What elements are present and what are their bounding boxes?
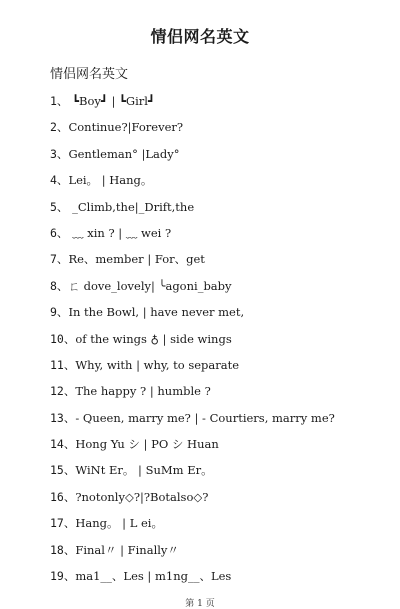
- list-item: [50, 408, 380, 434]
- item-number: 14、: [50, 437, 76, 452]
- item-text: ?notonly◇?|?Botalso◇?: [75, 489, 209, 504]
- page-number: 第 1 页: [185, 599, 215, 609]
- item-number: 5、: [50, 199, 69, 214]
- item-number: 19、: [50, 569, 76, 584]
- list-item: [50, 144, 380, 170]
- item-text: Gentleman° |Lady°: [68, 146, 180, 161]
- list-item: [50, 566, 380, 592]
- item-text: ﹏ xin ? | ﹏ wei ?: [68, 225, 172, 240]
- item-text: Hong Yu シ | PO シ Huan: [75, 437, 219, 452]
- list-item: [50, 487, 380, 513]
- list-item: [50, 197, 380, 223]
- item-number: 2、: [50, 120, 69, 135]
- page-title: 情侣网名英文: [150, 27, 250, 46]
- list-item: [50, 329, 380, 355]
- item-text: Re、member | For、get: [68, 252, 205, 267]
- item-number: 12、: [50, 384, 76, 399]
- item-text: ma1__、Les | m1ng__、Les: [75, 569, 232, 584]
- item-text: ㄈ dove_lovely| ╰agoni_baby: [68, 278, 232, 293]
- list-item: [50, 302, 380, 328]
- item-text: The happy ? | humble ?: [75, 384, 211, 399]
- list-item: [50, 513, 380, 539]
- item-number: 16、: [50, 489, 76, 504]
- item-text: WiNt Er。 | SuMm Er。: [75, 463, 213, 478]
- list-item: [50, 170, 380, 196]
- list-item: [50, 117, 380, 143]
- item-number: 4、: [50, 173, 69, 188]
- item-number: 10、: [50, 331, 76, 346]
- list-item: [50, 540, 380, 566]
- item-number: 11、: [50, 357, 76, 372]
- list-item: [50, 355, 380, 381]
- item-number: 3、: [50, 146, 69, 161]
- item-text: Continue?|Forever?: [68, 120, 184, 135]
- list-item: [50, 434, 380, 460]
- item-number: 9、: [50, 305, 69, 320]
- item-number: 1、: [50, 94, 69, 108]
- item-number: 18、: [50, 542, 76, 557]
- item-text: Lei。 | Hang。: [68, 173, 153, 188]
- item-number: 7、: [50, 252, 69, 267]
- list-item: [50, 276, 380, 302]
- item-number: 13、: [50, 410, 76, 425]
- list-item: [50, 223, 380, 249]
- item-number: 6、: [50, 225, 69, 240]
- item-text: - Queen, marry me? | - Courtiers, marry me?: [75, 410, 335, 425]
- item-text: In the Bowl, | have never met,: [68, 305, 245, 320]
- list-item: [50, 381, 380, 407]
- item-number: 15、: [50, 463, 76, 478]
- list-item: [50, 460, 380, 486]
- name-list: [50, 91, 380, 592]
- item-text: of the wings ♁ | side wings: [75, 331, 232, 346]
- item-text: Why, with | why, to separate: [75, 357, 240, 372]
- list-item: [50, 249, 380, 275]
- list-item: [50, 91, 380, 117]
- item-number: 8、: [50, 278, 69, 293]
- item-text: ┗Boy┛ | ┗Girl┛: [68, 94, 155, 108]
- item-number: 17、: [50, 516, 76, 531]
- section-heading: 情侣网名英文: [50, 67, 129, 82]
- item-text: _Climb,the|_Drift,the: [68, 199, 195, 214]
- item-text: Final〃 | Finally〃: [75, 542, 179, 557]
- item-text: Hang。 | L ei。: [75, 516, 163, 531]
